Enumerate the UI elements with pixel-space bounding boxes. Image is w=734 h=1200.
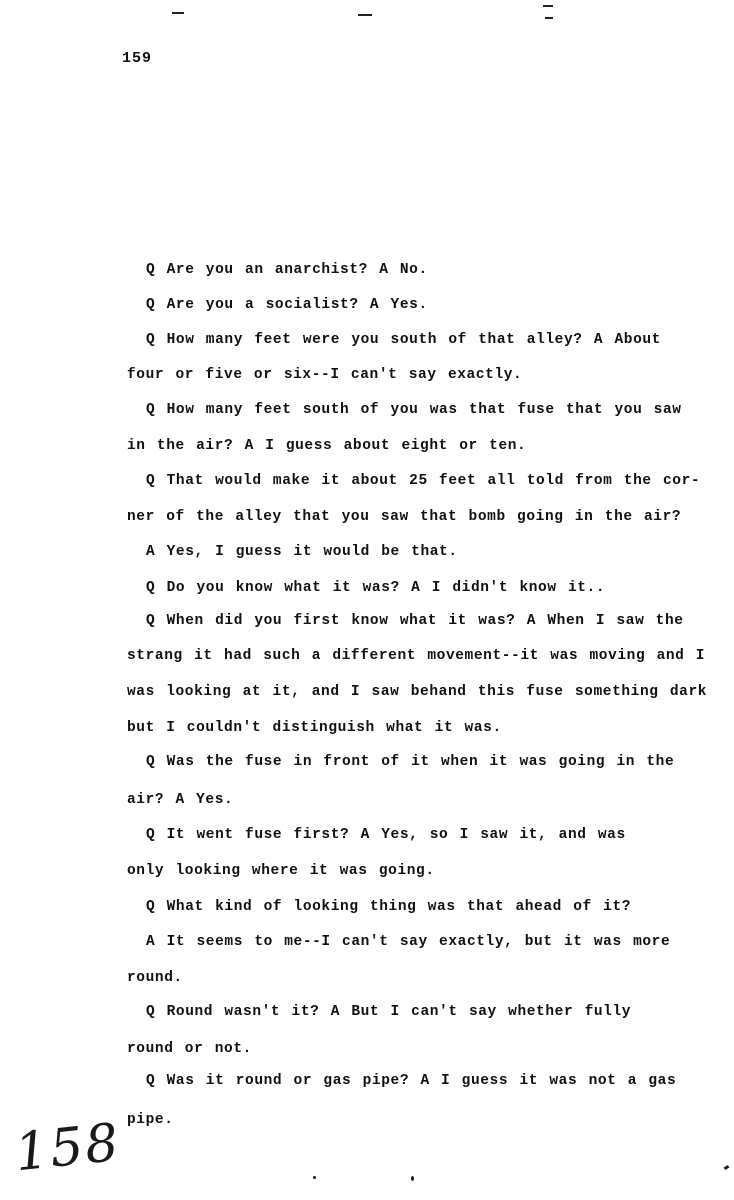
transcript-line: Q It went fuse first? A Yes, so I saw it, and was <box>146 827 626 843</box>
transcript-line: Q Was the fuse in front of it when it was going in the <box>146 754 675 770</box>
transcript-line: Q Was it round or gas pipe? A I guess it was not a gas <box>146 1073 677 1089</box>
transcript-line: round. <box>127 970 183 986</box>
transcript-line: round or not. <box>127 1041 252 1057</box>
transcript-line: Q That would make it about 25 feet all told from the cor- <box>146 473 701 489</box>
transcript-line: only looking where it was going. <box>127 863 435 879</box>
transcript-line: four or five or six--I can't say exactly. <box>127 367 523 383</box>
bottom-dot-center <box>411 1176 414 1181</box>
bottom-dot-left <box>313 1176 316 1179</box>
transcript-line: air? A Yes. <box>127 792 234 808</box>
bottom-mark-right <box>724 1165 730 1170</box>
handwritten-page-number: 158 <box>12 1112 124 1184</box>
transcript-line: was looking at it, and I saw behand this fuse something dark <box>127 684 708 700</box>
page-number: 159 <box>122 50 153 67</box>
transcript-line: strang it had such a different movement--it was moving and I <box>127 648 706 664</box>
transcript-line: Q How many feet were you south of that alley? A About <box>146 332 661 348</box>
transcript-line: Q What kind of looking thing was that ahead of it? <box>146 899 632 915</box>
transcript-line: A It seems to me--I can't say exactly, but it was more <box>146 934 671 950</box>
top-mark-center <box>358 14 372 16</box>
transcript-line: but I couldn't distinguish what it was. <box>127 720 502 736</box>
transcript-line: in the air? A I guess about eight or ten. <box>127 438 527 454</box>
transcript-line: pipe. <box>127 1112 174 1128</box>
transcript-line: Q When did you first know what it was? A When I saw the <box>146 613 684 629</box>
transcript-line: Q Are you an anarchist? A No. <box>146 262 428 278</box>
transcript-line: Q How many feet south of you was that fuse that you saw <box>146 402 682 418</box>
transcript-line: ner of the alley that you saw that bomb going in the air? <box>127 509 682 525</box>
transcript-line: A Yes, I guess it would be that. <box>146 544 458 560</box>
transcript-line: Q Round wasn't it? A But I can't say whether fully <box>146 1004 632 1020</box>
transcript-line: Q Are you a socialist? A Yes. <box>146 297 428 313</box>
top-mark-right-2 <box>545 17 553 19</box>
top-mark-left <box>172 12 184 14</box>
transcript-line: Q Do you know what it was? A I didn't know it.. <box>146 580 606 596</box>
top-mark-right <box>543 5 553 7</box>
